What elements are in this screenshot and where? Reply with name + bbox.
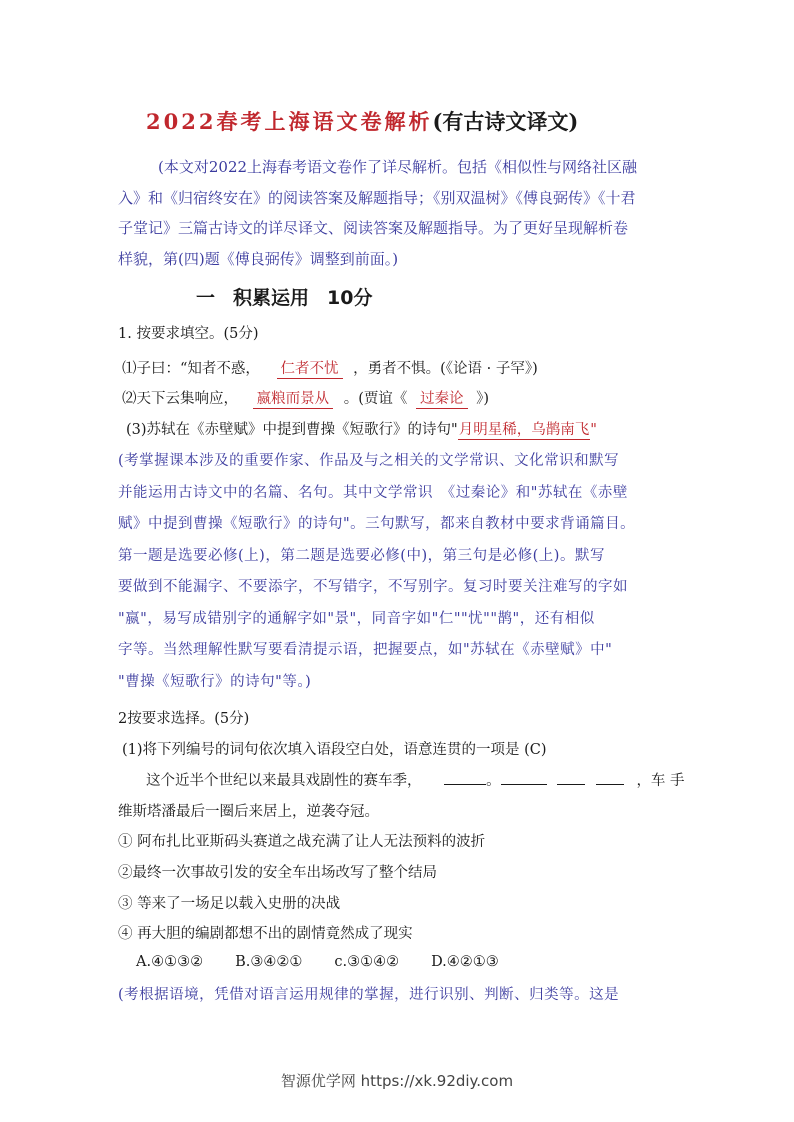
item-text: 》) <box>476 391 490 407</box>
answer-options <box>136 954 531 970</box>
item-text: (3)苏轼在《赤壁赋》中提到曹操《短歌行》的诗句" <box>126 422 458 438</box>
document-title <box>146 106 578 136</box>
blank-line <box>501 770 547 785</box>
paragraph-text: ，车 手 <box>636 773 685 789</box>
explanation-line: 字等。当然理解性默写要看清提示语，把握要点，如"苏轼在《赤壁赋》中" <box>118 642 613 658</box>
title-sub: (有古诗文译文) <box>432 109 579 134</box>
explanation-2 <box>118 980 674 1012</box>
footer-watermark: 智源优学网 https://xk.92diy.com <box>280 1072 514 1090</box>
item-text: 。(贾谊《 <box>343 391 408 407</box>
question-2-sub-1: (1)将下列编号的词句依次填入语段空白处，语意连贯的一项是 (C) <box>122 742 547 758</box>
intro-line: (本文对2022上海春考语文卷作了详尽解析。包括《相似性与网络社区融 <box>158 158 638 176</box>
intro-line: 样貌，第(四)题《傅良弼传》调整到前面。) <box>118 249 399 268</box>
explanation-line: 第一题是选要必修(上)，第二题是选要必修(中)，第三句是必修(上)。默写 <box>118 547 605 564</box>
section-name: 积累运用 <box>233 287 310 309</box>
question-1-stem: 1. 按要求填空。(5分) <box>118 326 259 342</box>
question-1-item-2 <box>122 387 489 409</box>
blank-line <box>444 770 486 785</box>
item-text: ⑵天下云集响应， <box>122 391 238 407</box>
question-1-item-1 <box>122 357 538 379</box>
question-2-paragraph-line-1 <box>146 769 685 790</box>
explanation-line: 并能运用古诗文中的名篇、名句。其中文学常识 《过秦论》和"苏轼在《赤壁 <box>118 484 628 501</box>
section-number: 一 <box>196 287 216 309</box>
title-main: 2022春考上海语文卷解析 <box>146 109 433 134</box>
paragraph-text: 。 <box>486 773 501 789</box>
choice-item: ②最终一次事故引发的安全车出场改写了整个结局 <box>118 865 437 881</box>
answer-blank: 过秦论 <box>416 387 468 409</box>
explanation-line: "嬴"，易写成错别字的通解字如"景"，同音字如"仁""忧""鹊"，还有相似 <box>118 610 595 627</box>
explanation-line: 要做到不能漏字、不要添字，不写错字，不写别字。复习时要关注难写的字如 <box>118 579 628 595</box>
blank-line <box>557 770 585 785</box>
item-text: " <box>590 422 597 438</box>
intro-paragraph <box>118 152 678 274</box>
option-a: A.④①③② <box>136 954 204 970</box>
item-text: ⑴子曰：“知者不惑， <box>122 361 260 377</box>
option-c: c.③①④② <box>334 954 400 970</box>
intro-line: 子堂记》三篇古诗文的详尽译文、阅读答案及解题指导。为了更好呈现解析卷 <box>118 219 629 237</box>
section-score: 10分 <box>327 287 373 309</box>
blank-line <box>596 770 624 785</box>
paragraph-text: 这个近半个世纪以来最具戏剧性的赛车季， <box>146 773 422 789</box>
explanation-line: (考掌握课本涉及的重要作家、作品及与之相关的文学常识、文化常识和默写 <box>118 453 620 469</box>
option-b: B.③④②① <box>235 954 303 970</box>
choice-item: ① 阿布扎比亚斯码头赛道之战充满了让人无法预料的波折 <box>118 834 486 850</box>
section-heading <box>196 283 390 310</box>
answer-blank: 嬴粮而景从 <box>253 387 334 409</box>
option-d: D.④②①③ <box>431 954 499 970</box>
answer-blank: 月明星稀，乌鹊南飞 <box>458 418 591 440</box>
question-2-paragraph-line-2: 维斯塔潘最后一圈后来居上，逆袭夺冠。 <box>118 804 379 820</box>
answer-blank: 仁者不忧 <box>277 357 343 379</box>
explanation-1 <box>118 446 674 698</box>
choice-item: ③ 等来了一场足以载入史册的决战 <box>118 896 341 912</box>
explanation-line: 赋》中提到曹操《短歌行》的诗句"。三句默写，都来自教材中要求背诵篇目。 <box>118 516 636 532</box>
question-2-stem: 2按要求选择。(5分) <box>118 711 250 727</box>
item-text: ，勇者不惧。(《论语 · 子罕》) <box>353 361 538 377</box>
choice-item: ④ 再大胆的编剧都想不出的剧情竟然成了现实 <box>118 926 413 942</box>
explanation-line: (考根据语境，凭借对语言运用规律的掌握，进行识别、判断、归类等。这是 <box>118 987 620 1003</box>
intro-line: 入》和《归宿终安在》的阅读答案及解题指导；《别双温树》《傅良弼传》《十君 <box>118 188 636 207</box>
explanation-line: "曹操《短歌行》的诗句"等。) <box>118 673 312 690</box>
question-1-item-3 <box>126 418 597 440</box>
